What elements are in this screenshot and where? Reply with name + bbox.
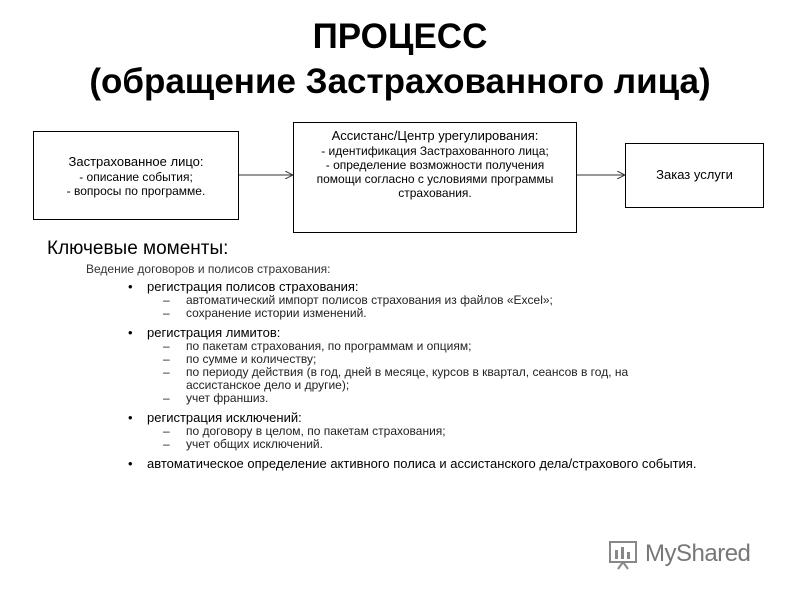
bullet-dot-icon: • <box>128 410 133 425</box>
bullet-label: регистрация полисов страхования: <box>147 279 359 294</box>
key-points-subtitle: Ведение договоров и полисов страхования: <box>86 262 331 276</box>
bullet-item <box>0 410 800 425</box>
key-points-list <box>0 277 800 471</box>
sub-bullet-text: учет общих исключений. <box>186 437 323 451</box>
assistance-center-line: страхования. <box>398 186 472 200</box>
sub-bullet-text: по пакетам страхования, по программам и опциям; <box>186 339 472 353</box>
page-subtitle: (обращение Застрахованного лица) <box>89 62 711 101</box>
sub-bullet-text: учет франшиз. <box>186 391 269 405</box>
assistance-center-line: помощи согласно с условиями программы <box>316 172 554 186</box>
insured-person-line: - описание события; <box>79 170 193 184</box>
bullet-item <box>0 279 800 294</box>
sub-bullet-text: по договору в целом, по пакетам страхования; <box>186 424 446 438</box>
bullet-dot-icon: • <box>128 325 133 340</box>
bullet-label: автоматическое определение активного полиса и ассистанского дела/страхового события. <box>147 456 697 471</box>
page-title: ПРОЦЕСС <box>312 17 488 56</box>
watermark-text: MyShared <box>645 540 751 567</box>
bullet-item <box>0 456 747 471</box>
insured-person-heading: Застрахованное лицо: <box>68 154 204 169</box>
bullet-dot-icon: • <box>128 456 133 471</box>
sub-bullet-item: – учет франшиз. <box>163 391 269 405</box>
sub-bullet-text: по периоду действия (в год, дней в месяце, курсов в квартал, сеансов в год, на ассистанское дело и другие); <box>186 365 629 392</box>
sub-bullet-text: по сумме и количеству; <box>186 352 317 366</box>
sub-bullet-item: – учет общих исключений. <box>163 437 323 451</box>
sub-bullet-text: автоматический импорт полисов страхования из файлов «Excel»; <box>186 293 553 307</box>
bullet-label: регистрация исключений: <box>147 410 302 425</box>
sub-bullet-item: – сохранение истории изменений. <box>163 306 367 320</box>
sub-bullet-text: сохранение истории изменений. <box>186 306 367 320</box>
sub-bullet-item: – по периоду действия (в год, дней в месяце, курсов в квартал, сеансов в год, на ассистанское дело и другие); <box>163 365 629 392</box>
key-points-title: Ключевые моменты: <box>47 238 229 259</box>
assistance-center-box <box>293 122 577 233</box>
sub-bullet-item: – автоматический импорт полисов страхования из файлов «Excel»; <box>163 293 553 307</box>
order-service-heading: Заказ услуги <box>656 167 733 182</box>
assistance-center-line: - идентификация Застрахованного лица; <box>321 144 549 158</box>
bullet-label: регистрация лимитов: <box>147 325 281 340</box>
insured-person-line: - вопросы по программе. <box>66 184 206 198</box>
sub-bullet-item: – по договору в целом, по пакетам страхования; <box>163 424 446 438</box>
bullet-dot-icon: • <box>128 279 133 294</box>
sub-bullet-item: – по сумме и количеству; <box>163 352 317 366</box>
sub-bullet-item: – по пакетам страхования, по программам и опциям; <box>163 339 472 353</box>
insured-person-box <box>33 131 239 220</box>
assistance-center-line: - определение возможности получения <box>325 158 545 172</box>
bullet-item <box>0 325 800 340</box>
order-service-box <box>625 143 764 208</box>
assistance-center-heading: Ассистанс/Центр урегулирования: <box>331 128 539 143</box>
